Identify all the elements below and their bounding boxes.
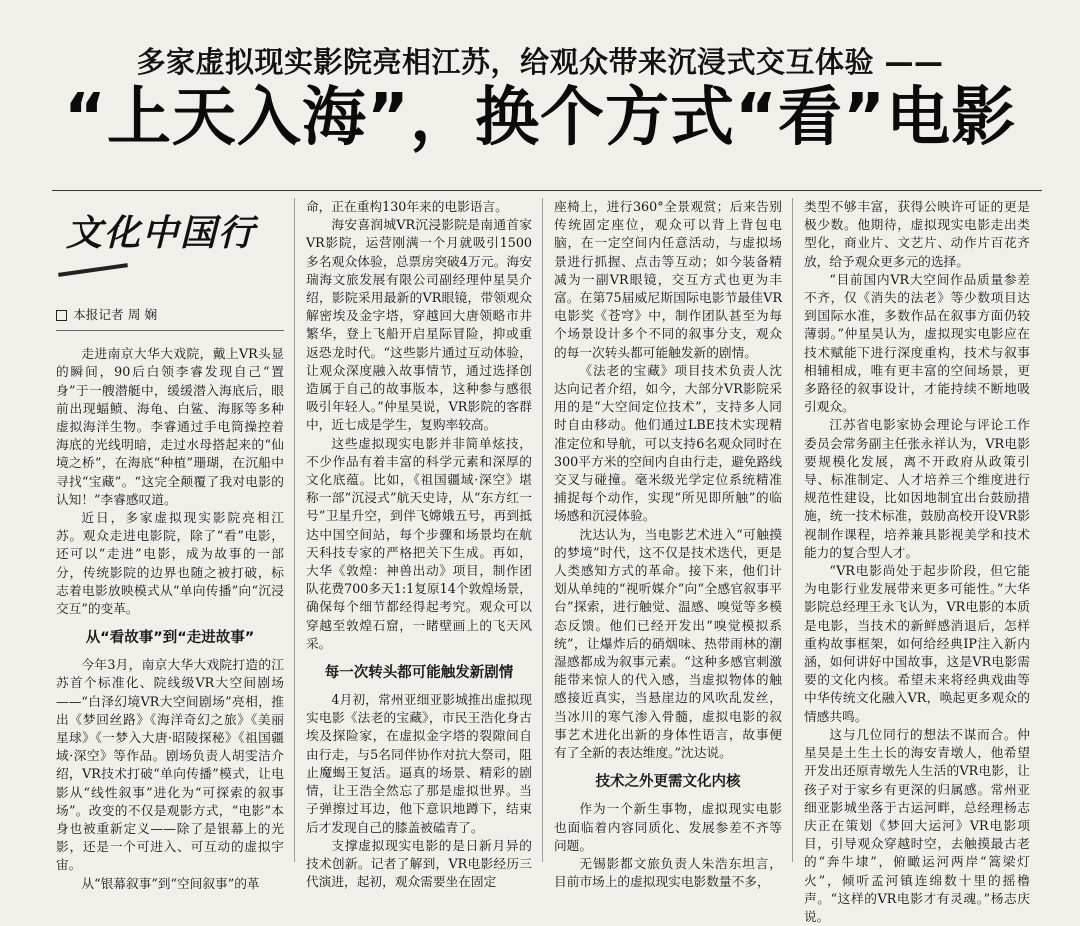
paragraph: 沈达认为，当电影艺术进入“可触摸的梦境”时代，这不仅是技术迭代，更是人类感知方式的革命。接下来，他们计划从单纯的“视听媒介”向“全感官叙事平台”探索，进行触觉、温感、嗅觉等多模态反馈。他们已经开发出“嗅觉模拟系统”，让爆炸后的硝烟味、热带雨林的潮湿感都成为叙事元素。“这种多感官刺激能带来惊人的代入感，当虚拟物体的触感接近真实，当悬崖边的风吹乱发丝，当冰川的寒气渗入骨髓，虚拟电影的叙事艺术进化出新的身体性语言，故事便有了全新的表达维度。”沈达说。 (554, 526, 782, 761)
paragraph: “VR电影尚处于起步阶段，但它能为电影行业发展带来更多可能性。”大华影院总经理王永飞认为，VR电影的本质是电影，当技术的新鲜感消退后，怎样重构故事框架，如何给经典IP注入新内涵，如何讲好中国故事，这是VR电影需要的文化内核。希望未来将经典戏曲等中华传统文化融入VR，唤起更多观众的情感共鸣。 (804, 563, 1030, 724)
paragraph: “目前国内VR大空间作品质量参差不齐，仅《消失的法老》等少数项目达到国际水准，多数作品在叙事方面仍较薄弱。”仲星昊认为，虚拟现实电影应在技术赋能下进行深度重构，技术与叙事相辅相成，唯有更丰富的空间场景，更多路径的叙事设计，才能持续不断地吸引观众。 (804, 271, 1030, 415)
paragraph: 这与几位同行的想法不谋而合。仲星昊是土生土长的海安青墩人，他希望开发出还原青墩先人生活的VR电影，让孩子对于家乡有更深的归属感。常州亚细亚影城坐落于古运河畔，总经理杨志庆正在策划《梦回大运河》VR电影项目，引导观众穿越时空，去触摸最古老的“奔牛埭”，俯瞰运河两岸“篙梁灯火”，倾听孟河镇连绵数十里的摇橹声。“这样的VR电影才有灵魂。”杨志庆说。 (804, 726, 1030, 924)
article-column-4 (804, 198, 1030, 924)
article-column-1 (56, 198, 284, 891)
article-column-2 (306, 198, 532, 890)
paragraph: 近日，多家虚拟现实影院亮相江苏。观众走进电影院，除了“看”电影，还可以“走进”电影，成为故事的一部分，传统影院的边界也随之被打破，标志着电影放映模式从“单向传播”向“沉浸交互”的变革。 (56, 510, 284, 617)
paragraph: 海安喜润城VR沉浸影院是南通首家VR影院，运营刚满一个月就吸引1500多名观众体验，总票房突破4万元。海安瑞海文旅发展有限公司副经理仲星昊介绍，影院采用最新的VR眼镜，带领观众解密埃及金字塔，穿越回大唐领略市井繁华，登上飞船开启星际冒险，抑或重返恐龙时代。“这些影片通过互动体验，让观众深度融入故事情节，通过选择创造属于自己的故事版本，这种参与感很吸引年轻人。”仲星昊说，VR影院的客群中，近七成是学生，复购率较高。 (306, 217, 532, 433)
paragraph: 这些虚拟现实电影并非简单炫技，不少作品有着丰富的科学元素和深厚的文化底蕴。比如，《祖国疆域·深空》堪称一部“沉浸式”航天史诗，从“东方红一号”卫星升空，到伴飞嫦娥五号，再到抵达中国空间站，每个步骤和场景均在航天科技专家的严格把关下生成。再如，大华《敦煌：神兽出动》项目，制作团队花费700多天1:1复原14个敦煌场景，确保每个细节都经得起考究。观众可以穿越至敦煌石窟，一睹壁画上的飞天风采。 (306, 435, 532, 651)
paragraph: 走进南京大华大戏院，戴上VR头显的瞬间，90后白领李睿发现自己“置身”于一艘潜艇中，缓缓潜入海底后，眼前出现蝠鲼、海龟、白鲨、海豚等多种虚拟海洋生物。李睿通过手电筒操控着海底的光线明暗，走过水母搭起来的“仙境之桥”，在海底“种植”珊瑚，在沉船中寻找“宝藏”。“这完全颠覆了我对电影的认知！”李睿感叹道。 (56, 346, 284, 507)
paragraph: 无锡影都文旅负责人朱浩东坦言，目前市场上的虚拟现实电影数量不多， (554, 855, 782, 890)
paragraph: 命，正在重构130年来的电影语言。 (306, 199, 508, 214)
paragraph: 《法老的宝藏》项目技术负责人沈达向记者介绍，如今，大部分VR影院采用的是“大空间定位技术”，支持多人同时自由移动。他们通过LBE技术实现精准定位和导航，可以支持6名观众同时在300平方米的空间内自由行走，避免路线交叉与碰撞。毫米级光学定位系统精准捕捉每个动作，实现“所见即所触”的临场感和沉浸体验。 (554, 362, 782, 524)
paragraph: 4月初，常州亚细亚影城推出虚拟现实电影《法老的宝藏》，市民王浩化身古埃及探险家，在虚拟金字塔的裂隙间自由行走，与5名同伴协作对抗大祭司，阻止魔蝎王复活。逼真的场景、精彩的剧情，让王浩全然忘了那是虚拟世界。当子弹擦过耳边，他下意识地蹲下，结束后才发现自己的膝盖被磕青了。 (306, 692, 532, 835)
paragraph: 从“银幕叙事”到“空间叙事”的革 (81, 875, 260, 891)
paragraph: 座椅上，进行360°全景观赏；后来告别传统固定座位，观众可以背上背包电脑，在一定空间内任意活动，与虚拟场景进行抓握、点击等互动；如今装备精减为一副VR眼镜，交互方式也更为丰富。在第75届威尼斯国际电影节最佳VR电影奖《苍穹》中，制作团队甚至为每个场景设计多个不同的叙事分支，观众的每一次转头都可能触发新的剧情。 (554, 199, 782, 360)
section-subhead: 从“看故事”到“走进故事” (85, 630, 255, 647)
article-column-3 (554, 198, 782, 890)
main-headline: “上天入海”，换个方式“看”电影 (63, 81, 1017, 155)
column-divider (294, 198, 295, 862)
header-rule (52, 190, 1042, 191)
byline (56, 306, 284, 331)
section-subhead: 每一次转头都可能触发新剧情 (324, 665, 514, 682)
kicker-headline: 多家虚拟现实影院亮相江苏，给观众带来沉浸式交互体验 —— (136, 45, 944, 79)
section-subhead: 技术之外更需文化内核 (595, 774, 741, 791)
column-divider (542, 198, 543, 862)
paragraph: 今年3月，南京大华大戏院打造的江苏首个标准化、院线级VR大空间剧场——“白泽幻境VR大空间剧场”亮相，推出《梦回丝路》《海洋奇幻之旅》《美丽星球》《一梦入大唐·昭陵探秘》《祖国疆域·深空》等作品。剧场负责人胡雯洁介绍，VR技术打破“单向传播”模式，让电影从“线性叙事”进化为“可探索的叙事场”。改变的不仅是观影方式，“电影”本身也被重新定义——除了是银幕上的光影，还是一个可进入、可互动的虚拟宇宙。 (56, 657, 284, 873)
paragraph: 作为一个新生事物，虚拟现实电影也面临着内容同质化、发展参差不齐等问题。 (554, 801, 782, 853)
column-divider (792, 198, 793, 862)
paragraph: 江苏省电影家协会理论与评论工作委员会常务副主任张永祥认为，VR电影要规模化发展，离不开政府从政策引导、标准制定、人才培养三个维度进行规范性建设，比如因地制宜出台鼓励措施，统一技术标准，鼓励高校开设VR影视制作课程，培养兼具影视美学和技术能力的复合型人才。 (804, 417, 1030, 560)
paragraph: 支撑虚拟现实电影的是日新月异的技术创新。记者了解到，VR电影经历三代演进，起初，观众需要坐在固定 (306, 837, 532, 890)
logo-stroke (58, 263, 128, 277)
column-logo (66, 212, 266, 290)
byline-box-icon (56, 310, 67, 321)
byline-text: 本报记者 周 娴 (73, 307, 158, 322)
paragraph: 类型不够丰富，获得公映许可证的更是极少数。他期待，虚拟现实电影走出类型化，商业片、文艺片、动作片百花齐放，给予观众更多元的选择。 (804, 199, 1030, 269)
column-logo-text: 文化中国行 (66, 212, 257, 254)
